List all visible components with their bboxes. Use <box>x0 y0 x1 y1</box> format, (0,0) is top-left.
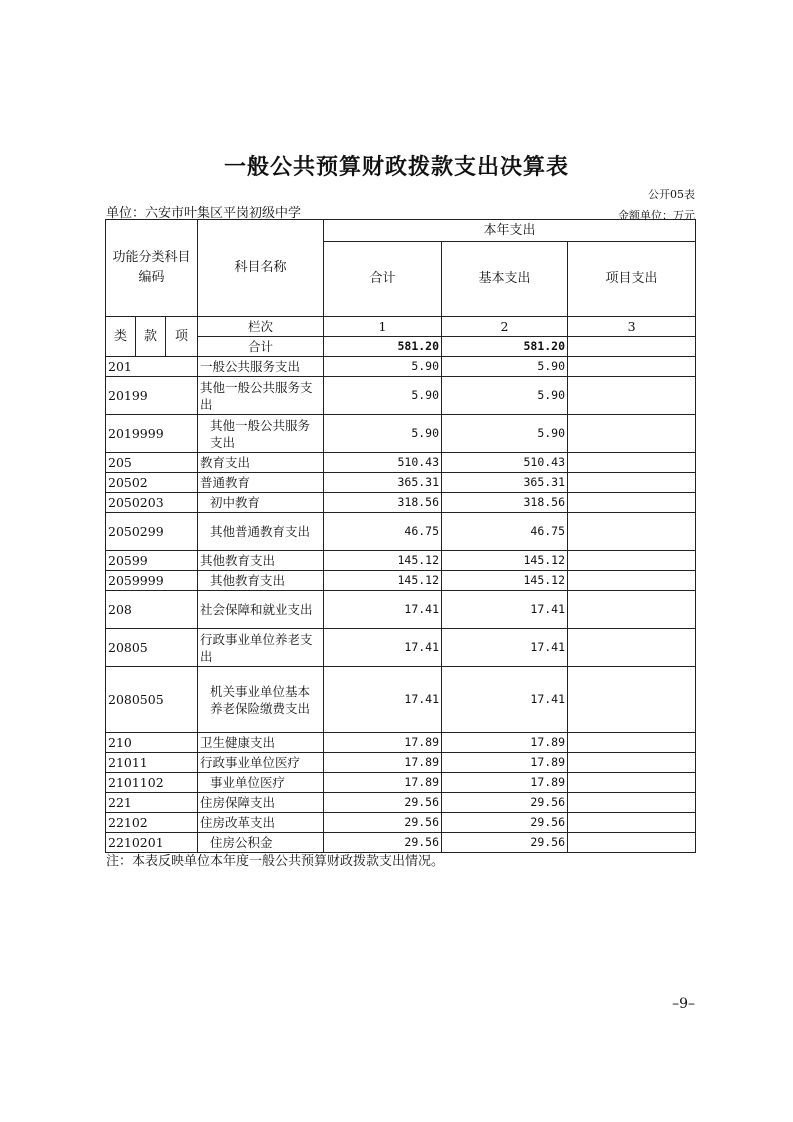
row-total: 29.56 <box>324 813 442 833</box>
row-name: 其他普通教育支出 <box>198 513 324 551</box>
row-basic: 17.89 <box>442 733 568 753</box>
table-row <box>106 513 696 551</box>
row-name: 行政事业单位医疗 <box>198 753 324 773</box>
col-number-1: 1 <box>324 317 442 337</box>
row-project <box>568 551 696 571</box>
row-basic: 29.56 <box>442 833 568 853</box>
row-name: 行政事业单位养老支出 <box>198 629 324 667</box>
row-project <box>568 813 696 833</box>
row-basic: 17.41 <box>442 667 568 733</box>
row-basic: 510.43 <box>442 453 568 473</box>
row-total: 29.56 <box>324 793 442 813</box>
row-project <box>568 667 696 733</box>
row-name: 其他教育支出 <box>198 551 324 571</box>
row-total: 5.90 <box>324 357 442 377</box>
table-row <box>106 453 696 473</box>
row-project <box>568 733 696 753</box>
row-code: 208 <box>106 591 198 629</box>
row-basic: 29.56 <box>442 793 568 813</box>
row-name: 卫生健康支出 <box>198 733 324 753</box>
col-number-2: 2 <box>442 317 568 337</box>
table-row <box>106 773 696 793</box>
row-total: 17.41 <box>324 629 442 667</box>
unit-label: 单位：六安市叶集区平岗初级中学 <box>106 206 302 221</box>
row-total: 17.89 <box>324 773 442 793</box>
row-basic: 145.12 <box>442 571 568 591</box>
xiang-header: 项 <box>166 317 198 357</box>
row-code: 210 <box>106 733 198 753</box>
expense-table <box>105 219 696 853</box>
func-code-header: 功能分类科目编码 <box>106 220 198 317</box>
total-row-label: 合计 <box>198 337 324 357</box>
table-row <box>106 591 696 629</box>
row-project <box>568 793 696 813</box>
row-name: 其他教育支出 <box>198 571 324 591</box>
page-number: –9– <box>672 996 695 1012</box>
table-row <box>106 629 696 667</box>
row-total: 318.56 <box>324 493 442 513</box>
row-basic: 5.90 <box>442 415 568 453</box>
row-basic: 46.75 <box>442 513 568 551</box>
form-code: 公开05表 <box>648 188 695 201</box>
row-code: 2050299 <box>106 513 198 551</box>
row-name: 机关事业单位基本养老保险缴费支出 <box>198 667 324 733</box>
row-basic: 145.12 <box>442 551 568 571</box>
row-name: 社会保障和就业支出 <box>198 591 324 629</box>
footnote: 注：本表反映单位本年度一般公共预算财政拨款支出情况。 <box>106 854 445 869</box>
row-code: 21011 <box>106 753 198 773</box>
row-name: 教育支出 <box>198 453 324 473</box>
row-project <box>568 629 696 667</box>
row-total: 365.31 <box>324 473 442 493</box>
subject-name-header: 科目名称 <box>198 220 324 317</box>
row-project <box>568 571 696 591</box>
row-code: 2050203 <box>106 493 198 513</box>
row-basic: 17.41 <box>442 591 568 629</box>
row-name: 住房改革支出 <box>198 813 324 833</box>
row-total: 17.41 <box>324 667 442 733</box>
total-row-project <box>568 337 696 357</box>
project-header: 项目支出 <box>568 242 696 317</box>
row-total: 17.89 <box>324 733 442 753</box>
row-project <box>568 377 696 415</box>
row-basic: 17.89 <box>442 773 568 793</box>
row-basic: 17.89 <box>442 753 568 773</box>
row-code: 2210201 <box>106 833 198 853</box>
row-code: 2080505 <box>106 667 198 733</box>
row-total: 5.90 <box>324 377 442 415</box>
row-basic: 5.90 <box>442 377 568 415</box>
row-code: 20502 <box>106 473 198 493</box>
lei-header: 类 <box>106 317 136 357</box>
row-project <box>568 453 696 473</box>
row-code: 20599 <box>106 551 198 571</box>
table-row <box>106 493 696 513</box>
row-basic: 365.31 <box>442 473 568 493</box>
table-row <box>106 813 696 833</box>
row-total: 145.12 <box>324 551 442 571</box>
row-total: 145.12 <box>324 571 442 591</box>
column-label: 栏次 <box>198 317 324 337</box>
year-expense-header: 本年支出 <box>324 220 696 242</box>
row-name: 普通教育 <box>198 473 324 493</box>
row-code: 20199 <box>106 377 198 415</box>
col-number-3: 3 <box>568 317 696 337</box>
row-project <box>568 513 696 551</box>
kuan-header: 款 <box>136 317 166 357</box>
row-project <box>568 833 696 853</box>
table-row <box>106 571 696 591</box>
row-project <box>568 591 696 629</box>
row-project <box>568 773 696 793</box>
row-code: 2059999 <box>106 571 198 591</box>
row-code: 221 <box>106 793 198 813</box>
row-name: 事业单位医疗 <box>198 773 324 793</box>
row-project <box>568 357 696 377</box>
row-total: 17.89 <box>324 753 442 773</box>
basic-header: 基本支出 <box>442 242 568 317</box>
total-row-basic: 581.20 <box>442 337 568 357</box>
row-total: 29.56 <box>324 833 442 853</box>
table-row <box>106 357 696 377</box>
table-row <box>106 551 696 571</box>
row-project <box>568 753 696 773</box>
row-project <box>568 473 696 493</box>
row-code: 20805 <box>106 629 198 667</box>
total-header: 合计 <box>324 242 442 317</box>
table-row <box>106 753 696 773</box>
row-name: 初中教育 <box>198 493 324 513</box>
row-basic: 5.90 <box>442 357 568 377</box>
row-name: 住房公积金 <box>198 833 324 853</box>
table-row <box>106 473 696 493</box>
amount-unit: 金额单位：万元 <box>618 209 695 222</box>
row-code: 205 <box>106 453 198 473</box>
row-name: 一般公共服务支出 <box>198 357 324 377</box>
row-total: 17.41 <box>324 591 442 629</box>
page-title: 一般公共预算财政拨款支出决算表 <box>223 154 569 180</box>
row-basic: 318.56 <box>442 493 568 513</box>
row-code: 22102 <box>106 813 198 833</box>
row-total: 5.90 <box>324 415 442 453</box>
row-project <box>568 415 696 453</box>
row-name: 其他一般公共服务支出 <box>198 377 324 415</box>
table-row <box>106 377 696 415</box>
row-name: 住房保障支出 <box>198 793 324 813</box>
table-row <box>106 415 696 453</box>
row-basic: 17.41 <box>442 629 568 667</box>
row-code: 2019999 <box>106 415 198 453</box>
total-row-total: 581.20 <box>324 337 442 357</box>
row-total: 510.43 <box>324 453 442 473</box>
row-total: 46.75 <box>324 513 442 551</box>
row-code: 2101102 <box>106 773 198 793</box>
row-basic: 29.56 <box>442 813 568 833</box>
row-code: 201 <box>106 357 198 377</box>
table-row <box>106 793 696 813</box>
table-row <box>106 733 696 753</box>
table-row <box>106 667 696 733</box>
row-project <box>568 493 696 513</box>
row-name: 其他一般公共服务支出 <box>198 415 324 453</box>
